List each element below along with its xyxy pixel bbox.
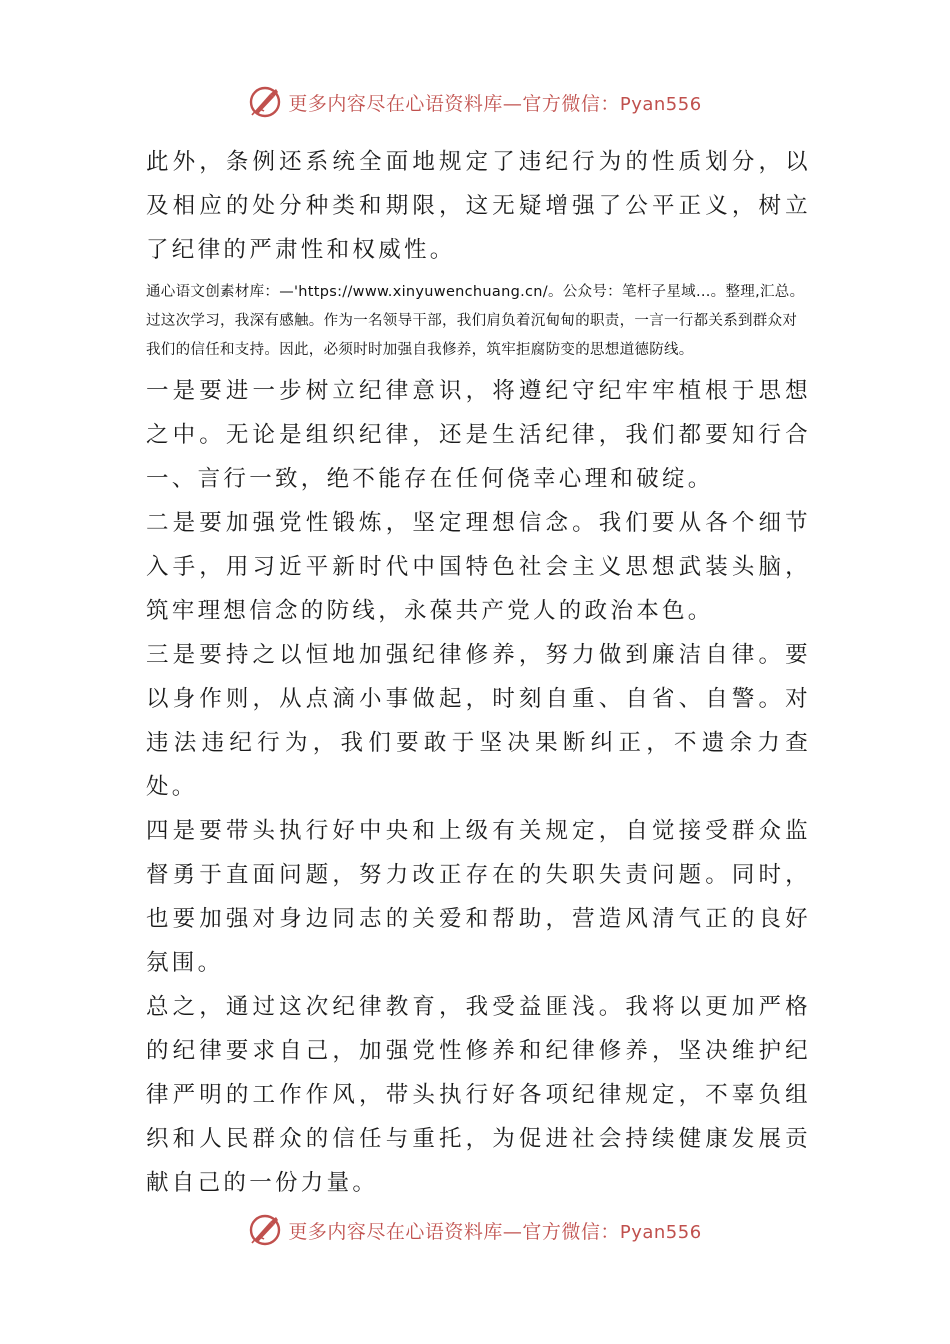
footer-banner-text: 更多内容尽在心语资料库—官方微信：Pyan556: [288, 1220, 702, 1243]
paragraph-5: 四是要带头执行好中央和上级有关规定，自觉接受群众监督勇于直面问题，努力改正存在的失职失责问题。同时，也要加强对身边同志的关爱和帮助，营造风清气正的良好氛围。: [146, 818, 811, 976]
header-banner-text: 更多内容尽在心语资料库—官方微信：Pyan556: [288, 92, 702, 115]
pen-circle-logo-icon: [248, 85, 282, 119]
header-banner: [0, 82, 950, 122]
paragraph-1: 此外，条例还系统全面地规定了违纪行为的性质划分，以及相应的处分种类和期限，这无疑增强了公平正义，树立了纪律的严肃性和权威性。: [146, 149, 811, 263]
paragraph-4: 三是要持之以恒地加强纪律修养，努力做到廉洁自律。要以身作则，从点滴小事做起，时刻自重、自省、自警。对违法违纪行为，我们要敢于坚决果断纠正，不遗余力查处。: [146, 642, 811, 800]
paragraph-2: 一是要进一步树立纪律意识，将遵纪守纪牢牢植根于思想之中。无论是组织纪律，还是生活纪律，我们都要知行合一、言行一致，绝不能存在任何侥幸心理和破绽。: [146, 378, 811, 492]
footer-contact: Pyan556: [619, 1221, 702, 1243]
source-note: 通心语文创素材库：—'https://www.xinyuwenchuang.cn/。公众号：笔杆子星域...。整理,汇总。过这次学习，我深有感触。作为一名领导干部，我们肩负着沉甸甸的职责，一言一行都关系到群众对我们的信任和支持。因此，必须时时加强自我修养，筑牢拒腐防变的思想道德防线。: [146, 284, 805, 358]
header-contact: Pyan556: [619, 93, 702, 115]
paragraph-3: 二是要加强党性锻炼，坚定理想信念。我们要从各个细节入手，用习近平新时代中国特色社会主义思想武装头脑，筑牢理想信念的防线，永葆共产党人的政治本色。: [146, 510, 811, 624]
document-body: [146, 140, 811, 1205]
paragraph-6: 总之，通过这次纪律教育，我受益匪浅。我将以更加严格的纪律要求自己，加强党性修养和纪律修养，坚决维护纪律严明的工作作风，带头执行好各项纪律规定，不辜负组织和人民群众的信任与重托，为促进社会持续健康发展贡献自己的一份力量。: [146, 994, 811, 1196]
footer-banner: [0, 1210, 950, 1250]
pen-circle-logo-icon: [248, 1213, 282, 1247]
